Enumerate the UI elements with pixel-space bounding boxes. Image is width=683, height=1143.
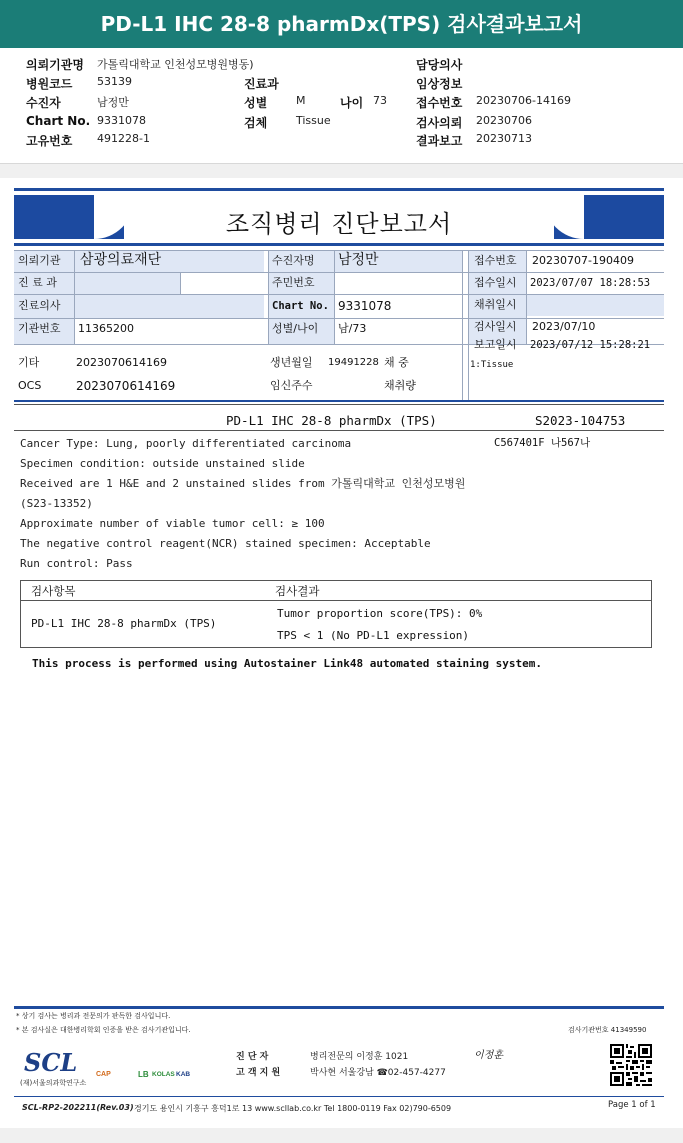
summary-value-specimen: Tissue [296,114,331,127]
value-ocs: 2023070614169 [76,379,176,393]
footer-note-1: * 상기 검사는 병리과 전문의가 판독한 검사입니다. [16,1012,171,1020]
summary-label-dept: 진료과 [244,77,279,91]
signature: 이정훈 [474,1050,503,1061]
result-table [20,580,652,648]
label-doctor: 진료의사 [18,299,61,312]
summary-label-report-date: 결과보고 [416,134,463,148]
lab-code: 검사기관번호 41349590 [568,1026,647,1034]
body-line: Approximate number of viable tumor cell: ≥ 100 [20,517,325,530]
block-id: C567401F 나567나 [494,437,591,449]
report-footer [14,1006,664,1009]
report-header-title: PD-L1 IHC 28-8 pharmDx(TPS) 검사결과보고서 [0,0,683,48]
grid-line [526,250,527,344]
report-title: 조직병리 진단보고서 [225,210,453,238]
grid-bottom-line [14,400,664,402]
kab-badge: KAB [176,1071,191,1078]
process-note: This process is performed using Autostainer Link48 automated staining system. [32,657,542,670]
grid-line [74,250,75,344]
label-receipt-no: 접수번호 [474,254,517,267]
value-receipt-date: 2023/07/07 18:28:53 [530,277,651,289]
result-tps: Tumor proportion score(TPS): 0% [277,607,483,620]
summary-label-specimen: 검체 [244,116,268,130]
label-patient: 수진자명 [272,254,315,267]
pathology-report-page [0,178,683,1128]
label-sexage: 성별/나이 [272,322,319,335]
form-number: SCL-RP2-202211(Rev.03) [22,1103,134,1112]
summary-label-patient: 수진자 [26,96,61,110]
summary-label-requester: 의뢰기관명 [26,58,84,72]
summary-label-request-date: 검사의뢰 [416,116,463,130]
test-name: PD-L1 IHC 28-8 pharmDx (TPS) [226,413,437,428]
grid-line [334,250,335,344]
label-gestation: 임신주수 [270,379,313,392]
col-header-item: 검사항목 [31,584,76,598]
summary-label-receipt-no: 접수번호 [416,96,463,110]
body-line: Specimen condition: outside unstained slide [20,457,305,470]
scl-logo: SCL [24,1048,78,1077]
value-sexage: 남/73 [338,322,367,335]
footer-line [14,1096,664,1097]
kolas-badge: KOLAS [152,1071,175,1078]
client-label: 고 객 지 원 [236,1068,281,1078]
label-inst-no: 기관번호 [18,322,61,335]
footer-note-2: * 본 검사실은 대한병리학회 인증을 받은 검사기관입니다. [16,1026,191,1034]
serial-number: S2023-104753 [535,413,626,428]
summary-value-chart: 9331078 [97,114,146,127]
label-collect-date: 채취일시 [474,298,517,311]
summary-value-hospital-code: 53139 [97,75,132,88]
report-title-band [14,188,664,246]
cap-badge: CAP [96,1071,111,1078]
summary-label-hospital-code: 병원코드 [26,77,73,91]
value-dob: 19491228 [328,357,379,368]
summary-value-patient: 남정만 [97,96,129,109]
label-chart: Chart No. [272,300,329,312]
grid-line [268,250,269,344]
body-line: Received are 1 H&E and 2 unstained slides from 가톨릭대학교 인천성모병원 [20,477,466,490]
body-line: Cancer Type: Lung, poorly differentiated carcinoma [20,437,352,450]
page-number: Page 1 of 1 [608,1100,656,1110]
summary-panel [0,48,683,164]
divider [14,404,664,405]
tissue-note: 1:Tissue [470,360,514,370]
client-value: 박사현 서울강남 ☎02-457-4277 [310,1068,446,1078]
value-patient: 남정만 [338,252,379,268]
summary-label-chart: Chart No. [26,114,91,128]
summary-label-clinical-info: 임상정보 [416,77,463,91]
label-test-date: 검사일시 [474,320,517,333]
col-header-result: 검사결과 [275,584,320,598]
summary-value-unique-no: 491228-1 [97,132,150,145]
result-expression: TPS < 1 (No PD-L1 expression) [277,629,470,642]
summary-value-receipt-no: 20230706-14169 [476,94,571,107]
summary-value-requester: 가톨릭대학교 인천성모병원병동) [97,58,254,71]
lb-badge: LB [138,1070,149,1079]
label-dob: 생년월일 [270,356,313,369]
value-requester: 삼광의료재단 [80,252,162,268]
lbl-bg [74,294,264,318]
summary-label-doctor: 담당의사 [416,58,463,72]
lab-name: (재)서울의과학연구소 [20,1079,87,1087]
result-item: PD-L1 IHC 28-8 pharmDx (TPS) [31,617,217,630]
value-report-date: 2023/07/12 15:28:21 [530,339,651,351]
summary-label-sex: 성별 [244,96,268,110]
lbl-bg [526,294,664,316]
label-ocs: OCS [18,379,42,392]
label-report-date: 보고일시 [474,338,517,351]
body-line: (S23-13352) [20,497,93,510]
diag-value: 병리전문의 이정훈 1021 [310,1052,409,1062]
value-receipt-no: 20230707-190409 [532,254,634,267]
divider [14,430,664,431]
value-etc: 2023070614169 [76,356,167,369]
grid-line [462,250,463,400]
company-address: 경기도 용인시 기흥구 흥덕1로 13 www.scllab.co.kr Tel 1800-0119 Fax 02)790-6509 [134,1104,452,1113]
summary-label-age: 나이 [340,96,364,110]
qr-code-icon [608,1042,654,1088]
summary-value-age: 73 [373,94,387,107]
label-rrn: 주민번호 [272,276,315,289]
value-test-date: 2023/07/10 [532,320,596,333]
label-specimen-type: 채 중 [384,356,409,369]
grid-line [468,250,469,400]
summary-value-sex: M [296,94,306,107]
summary-value-request-date: 20230706 [476,114,532,127]
value-inst-no: 11365200 [78,322,134,335]
diag-label: 진 단 자 [236,1052,269,1062]
label-receipt-date: 접수일시 [474,276,517,289]
lbl-bg [74,272,180,294]
summary-value-report-date: 20230713 [476,132,532,145]
summary-label-unique-no: 고유번호 [26,134,73,148]
result-table-header [21,581,651,601]
value-chart: 9331078 [338,299,392,313]
grid-line [180,272,181,294]
report-body [20,434,660,574]
label-etc: 기타 [18,356,40,369]
label-requester: 의뢰기관 [18,254,61,267]
body-line: Run control: Pass [20,557,133,570]
label-specimen-amount: 채취량 [384,379,416,392]
body-line: The negative control reagent(NCR) stained specimen: Acceptable [20,537,431,550]
label-dept: 진 료 과 [18,276,57,289]
